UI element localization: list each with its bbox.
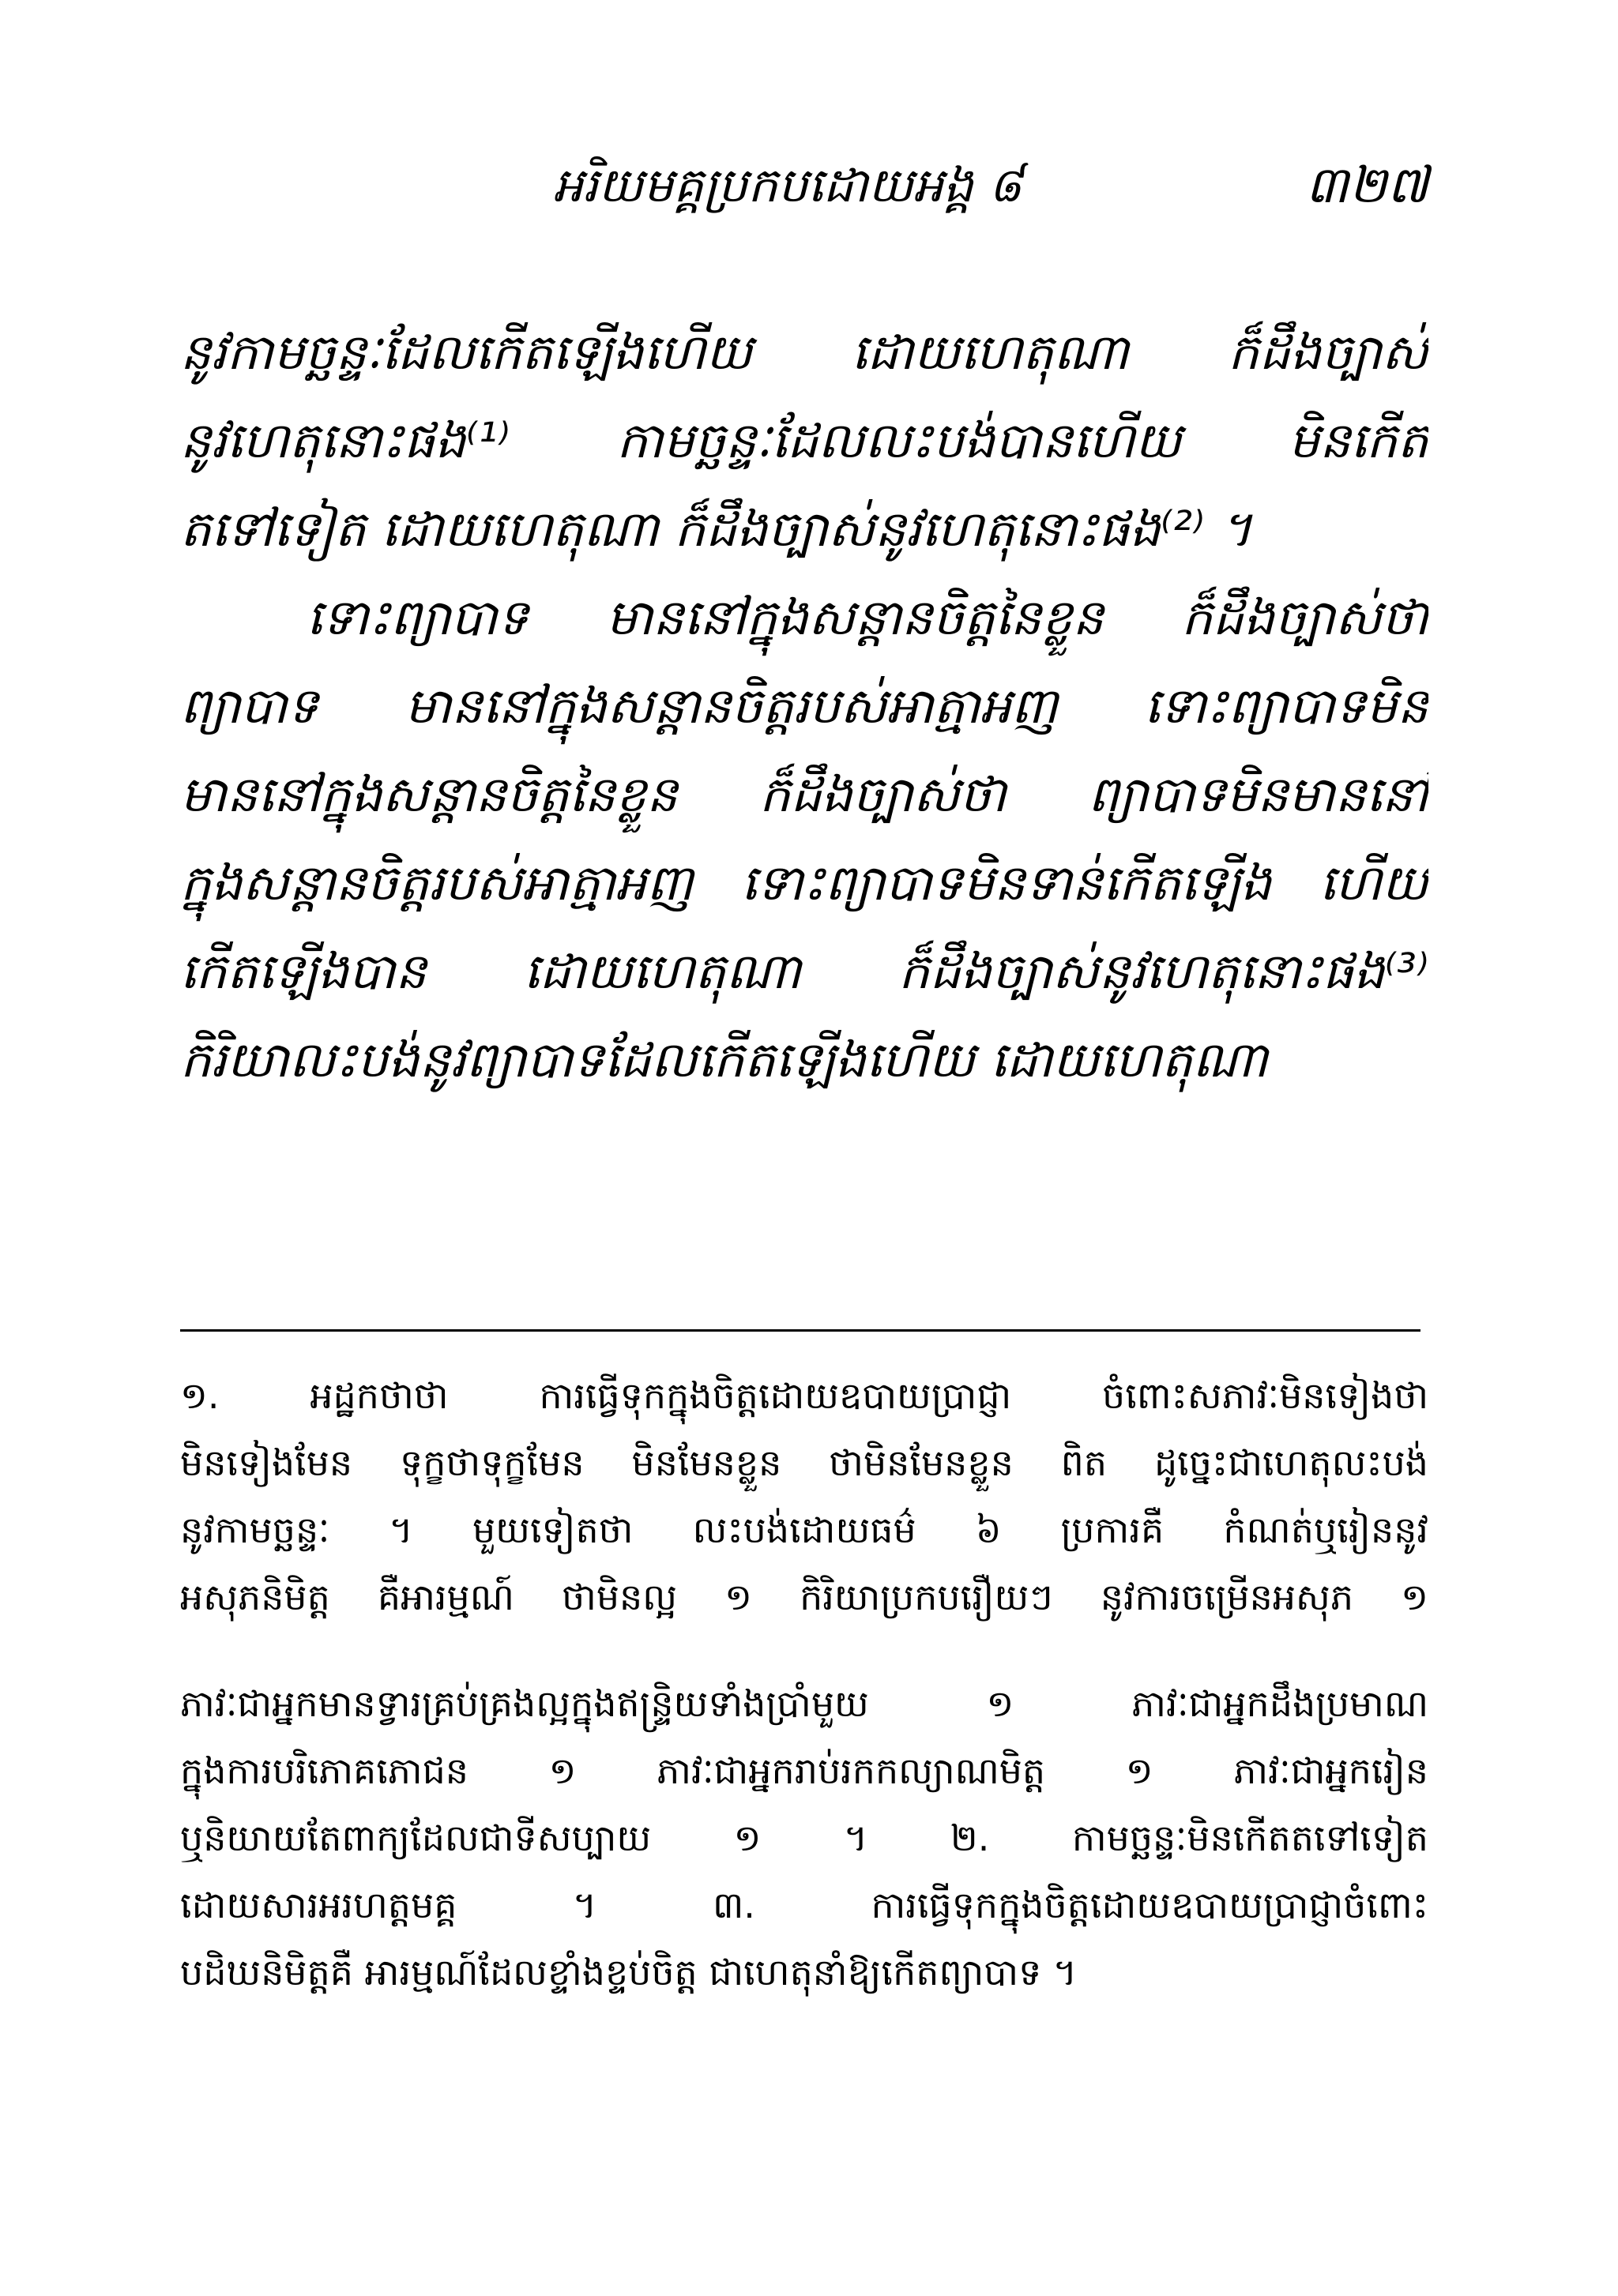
footnote-line: អសុភនិមិត្ត គឺអារម្មណ៍ ថាមិនល្អ ១ កិរិយាប្រកបរឿយៗ នូវការចម្រើនអសុភ ១ [180,1576,1428,1618]
body-line: នូវកាមច្ឆន្ទៈដែលកើតឡើងហើយ ដោយហេតុណា ក៏ដឹងច្បាស់ [180,323,1428,381]
body-line: ទោះព្យាបាទ មាននៅក្នុងសន្តានចិត្តនៃខ្លួន ក៏ដឹងច្បាស់ថា [307,588,1428,646]
footnote-line: ឬនិយាយតែពាក្យដែលជាទីសប្បាយ ១ ។ ២. កាមច្ឆន្ទៈមិនកើតតទៅទៀត [180,1817,1428,1859]
footnote-line: ១. អដ្ឋកថាថា ការធ្វើទុកក្នុងចិត្តដោយឧបាយប្រាជ្ញា ចំពោះសភាវៈមិនទៀងថា [180,1374,1428,1417]
page-number: ៣២៧ [1305,156,1428,215]
body-line: ព្យាបាទ មាននៅក្នុងសន្តានចិត្តរបស់អាត្មាអញ ទោះព្យាបាទមិន [180,677,1428,735]
footnote-line: ដោយសារអរហត្តមគ្គ ។ ៣. ការធ្វើទុកក្នុងចិត្តដោយឧបាយប្រាជ្ញាចំពោះ [180,1884,1428,1926]
footnote-line: មិនទៀងមែន ទុក្ខថាទុក្ខមែន មិនមែនខ្លួន ថាមិនមែនខ្លួន ពិត ដូច្នេះជាហេតុលះបង់ [180,1441,1428,1484]
footnote-line: ភាវៈជាអ្នកមានទ្វារគ្រប់គ្រងល្អក្នុងឥន្ទ្រិយទាំងប្រាំមួយ ១ ភាវៈជាអ្នកដឹងប្រមាណ [180,1682,1428,1725]
body-line: មាននៅក្នុងសន្តានចិត្តនៃខ្លួន ក៏ដឹងច្បាស់ថា ព្យាបាទមិនមាននៅ [180,765,1428,823]
body-line: កិរិយាលះបង់នូវព្យាបាទដែលកើតឡើងហើយ ដោយហេតុណា [180,1031,1268,1088]
body-line: ក្នុងសន្តានចិត្តរបស់អាត្មាអញ ទោះព្យាបាទមិនទាន់កើតឡើង ហើយ [180,854,1428,911]
footnote-line: បដិឃនិមិត្តគឺ អារម្មណ៍ដែលខ្ទាំងខ្ទប់ចិត្ត ជាហេតុនាំឱ្យកើតព្យាបាទ ។ [180,1951,1078,1993]
footnote-line: ក្នុងការបរិភោគភោជន ១ ភាវៈជាអ្នករាប់រកកល្យាណមិត្ត ១ ភាវៈជាអ្នករៀន [180,1749,1428,1792]
running-header [0,150,1618,221]
body-line: តទៅទៀត ដោយហេតុណា ក៏ដឹងច្បាស់នូវហេតុនោះផង⁽²⁾ ។ [180,500,1252,558]
body-line: នូវហេតុនោះផង⁽¹⁾ កាមច្ឆន្ទៈដែលលះបង់បានហើយ មិនកើត [180,411,1428,469]
footnotes [180,1362,1428,2006]
body-line: កើតឡើងបាន ដោយហេតុណា ក៏ដឹងច្បាស់នូវហេតុនោះផង⁽³⁾ [180,942,1428,1000]
footnote-divider [180,1329,1420,1332]
footnote-spacer [180,1631,1428,1670]
running-title: អរិយមគ្គប្រកបដោយអង្គ ៨ [553,158,1022,213]
footnote-line: នូវកាមច្ឆន្ទៈ ។ មួយទៀតថា លះបង់ដោយធម៌ ៦ ប្រការគឺ កំណត់ឬរៀននូវ [180,1509,1428,1551]
main-text [180,308,1428,1104]
